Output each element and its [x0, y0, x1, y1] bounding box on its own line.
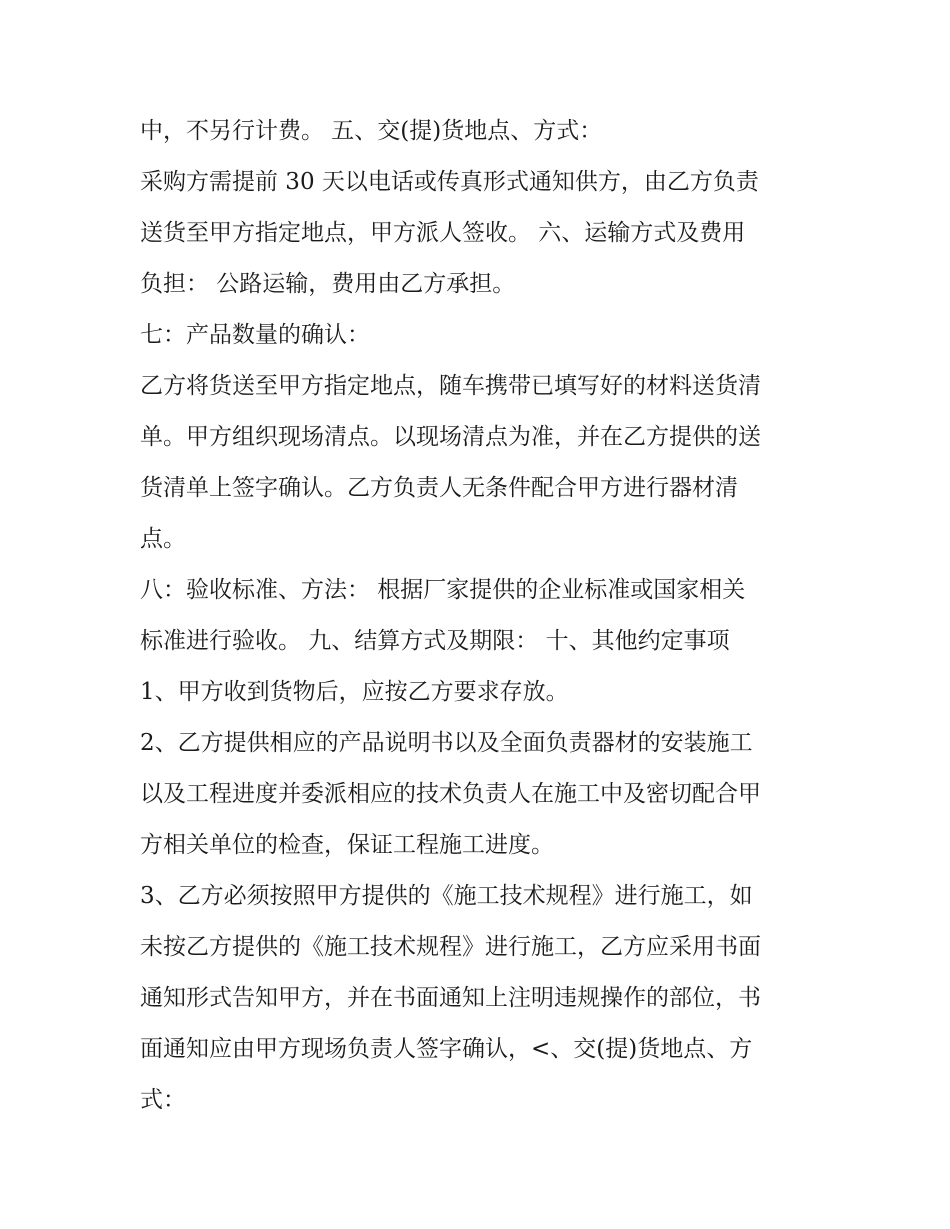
text-line: 以及工程进度并委派相应的技术负责人在施工中及密切配合甲	[140, 781, 761, 807]
text-line: 乙方将货送至甲方指定地点，随车携带已填写好的材料送货清	[140, 373, 761, 399]
text-line: 通知形式告知甲方，并在书面通知上注明违规操作的部位，书	[140, 985, 761, 1011]
text-line: 点。	[140, 526, 186, 552]
list-item-3: 3、乙方必须按照甲方提供的《施工技术规程》进行施工，如	[140, 883, 753, 909]
section-heading-acceptance: 八：验收标准、方法： 根据厂家提供的企业标准或国家相关	[140, 577, 746, 603]
list-item-2: 2、乙方提供相应的产品说明书以及全面负责器材的安装施工	[140, 730, 753, 756]
text-line: 中，不另行计费。 五、交(提)货地点、方式：	[140, 118, 603, 144]
text-line: 面通知应由甲方现场负责人签字确认，<、交(提)货地点、方	[140, 1036, 753, 1062]
text-line: 货清单上签字确认。乙方负责人无条件配合甲方进行器材清	[140, 475, 738, 501]
text-line: 负担： 公路运输，费用由乙方承担。	[140, 271, 516, 297]
document-body	[140, 106, 820, 1126]
text-line: 送货至甲方指定地点，甲方派人签收。 六、运输方式及费用	[140, 220, 746, 246]
text-line: 单。甲方组织现场清点。以现场清点为准，并在乙方提供的送	[140, 424, 761, 450]
text-line: 采购方需提前 30 天以电话或传真形式通知供方，由乙方负责	[140, 169, 759, 195]
list-item-1: 1、甲方收到货物后，应按乙方要求存放。	[140, 679, 569, 705]
section-heading-quantity: 七：产品数量的确认：	[140, 322, 370, 348]
text-line: 未按乙方提供的《施工技术规程》进行施工，乙方应采用书面	[140, 934, 761, 960]
text-line: 式：	[140, 1087, 186, 1113]
text-line: 方相关单位的检查，保证工程施工进度。	[140, 832, 554, 858]
text-line: 标准进行验收。 九、结算方式及期限： 十、其他约定事项	[140, 628, 730, 654]
